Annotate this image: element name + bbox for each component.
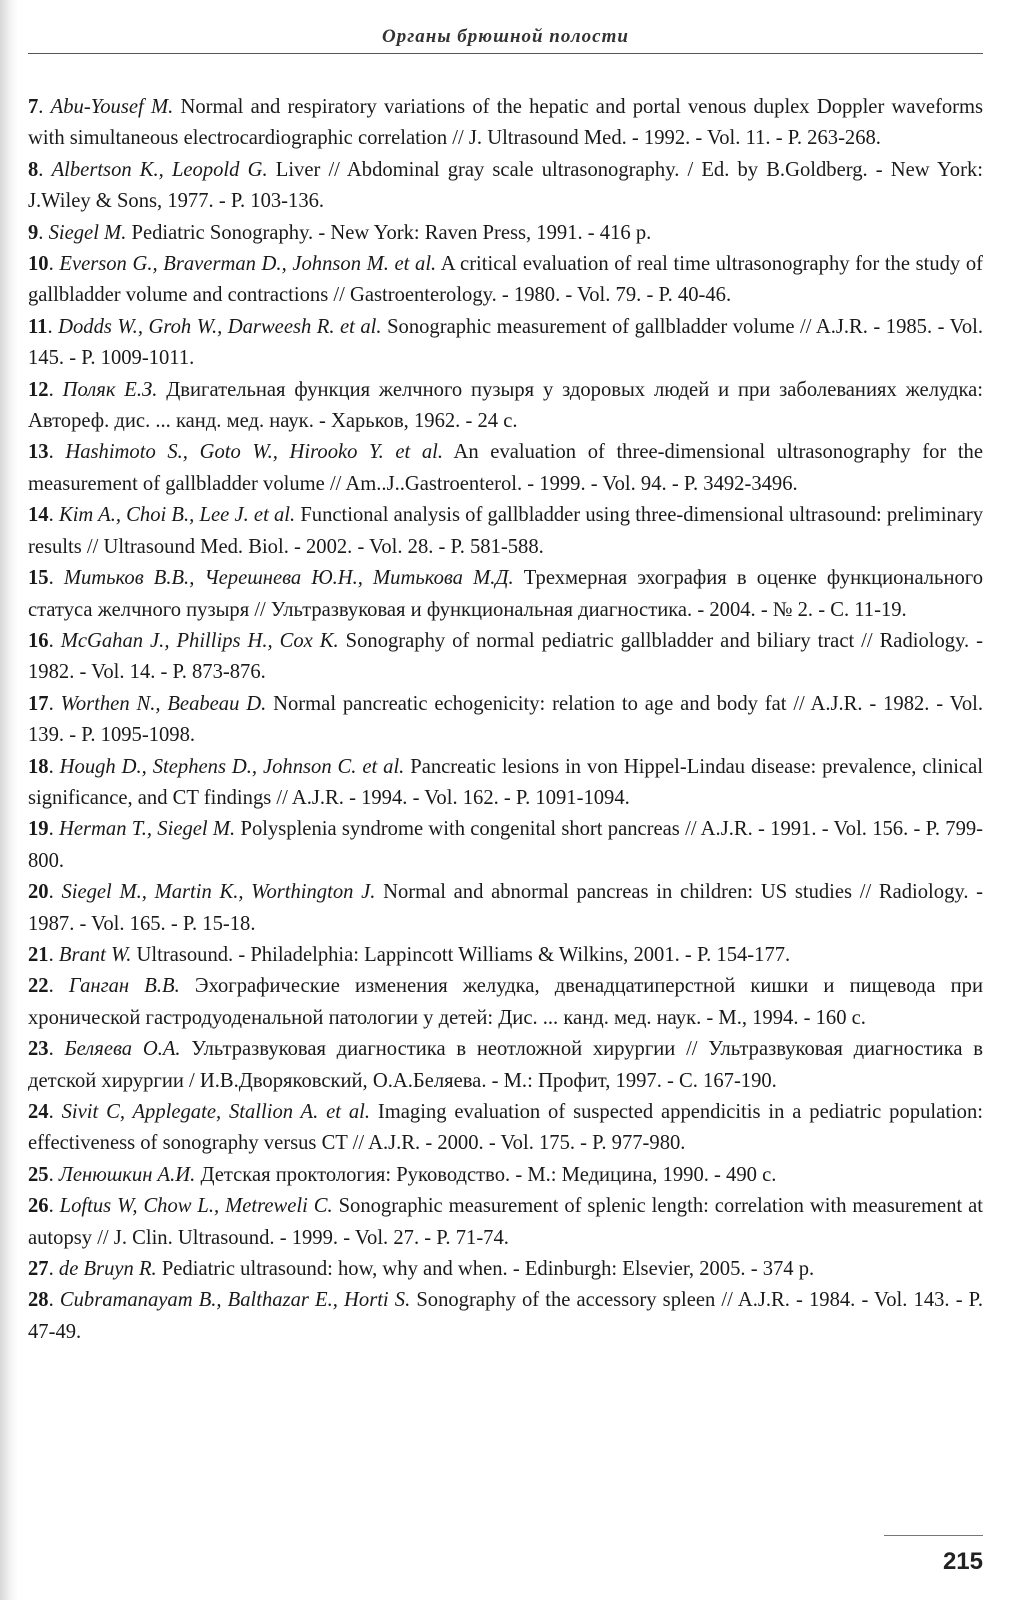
reference-authors: Herman T., Siegel M. xyxy=(59,818,236,841)
reference-number: 26 xyxy=(28,1195,49,1218)
reference-authors: Sivit C, Applegate, Stallion A. et al. xyxy=(61,1101,371,1123)
reference-item: 14. Kim A., Choi B., Lee J. et al. Functional analysis of gallbladder using three-dimensional ultrasound: preliminary results // Ultrasound Med. Biol. - 2002. - Vol. 28. - P. 581-588. xyxy=(28,504,984,558)
page-number: 215 xyxy=(942,1548,983,1575)
reference-number: 7 xyxy=(28,96,39,118)
reference-item: 9. Siegel M. Pediatric Sonography. - New York: Raven Press, 1991. - 416 p. xyxy=(28,221,652,244)
reference-item: 25. Ленюшкин А.И. Детская проктология: Руководство. - М.: Медицина, 1990. - 490 с. xyxy=(28,1163,777,1186)
reference-number: 25 xyxy=(28,1163,49,1186)
reference-number: 19 xyxy=(28,818,49,841)
reference-text: An evaluation of three-dimensional ultrasonography for the measurement of gallbladder volume // Am..J..Gastroenterol. - 1999. - Vol. 94. - P. 3492-3496. xyxy=(28,441,983,495)
reference-number: 22 xyxy=(28,975,49,998)
header-divider xyxy=(28,53,983,54)
reference-number: 9 xyxy=(28,221,39,244)
reference-text: Sonography of the accessory spleen // A.J.R. - 1984. - Vol. 143. - P. 47-49. xyxy=(28,1289,983,1343)
reference-number: 11 xyxy=(28,315,48,338)
reference-text: Pediatric ultrasound: how, why and when. - Edinburgh: Elsevier, 2005. - 374 p. xyxy=(156,1258,815,1281)
reference-list xyxy=(28,92,983,1348)
reference-text: A critical evaluation of real time ultrasonography for the study of gallbladder volume and contractions // Gastroenterology. - 1980. - Vol. 79. - P. 40-46. xyxy=(28,253,984,307)
reference-item: 23. Беляева О.А. Ультразвуковая диагностика в неотложной хирургии // Ультразвуковая диагностика в детской хирургии / И.В.Дворяковский, О.А.Беляева. - М.: Профит, 1997. - С. 167-190. xyxy=(28,1038,984,1092)
reference-text: Functional analysis of gallbladder using three-dimensional ultrasound: preliminary results // Ultrasound Med. Biol. - 2002. - Vol. 28. - P. 581-588. xyxy=(28,504,984,558)
reference-authors: Loftus W, Chow L., Metreweli C. xyxy=(59,1195,333,1218)
reference-item: 22. Ганган В.В. Эхографические изменения желудка, двенадцатиперстной кишки и пищевода при хронической гастродуоденальной патологии у детей: Дис. ... канд. мед. наук. - М., 1994. - 160 с. xyxy=(28,975,984,1029)
reference-authors: Hough D., Stephens D., Johnson C. et al. xyxy=(59,755,405,778)
reference-item: 21. Brant W. Ultrasound. - Philadelphia: Lappincott Williams & Wilkins, 2001. - P. 154-177. xyxy=(28,943,791,966)
reference-text: Pancreatic lesions in von Hippel-Lindau disease: prevalence, clinical significance, and CT findings // A.J.R. - 1994. - Vol. 162. - P. 1091-1094. xyxy=(28,755,983,809)
reference-item: 15. Митьков В.В., Черешнева Ю.Н., Митькова М.Д. Трехмерная эхография в оценке функционального статуса желчного пузыря // Ультразвуковая и функциональная диагностика. - 2004. - № 2. - С. 11-19. xyxy=(28,567,983,621)
reference-number: 14 xyxy=(28,504,49,527)
reference-item: 24. Sivit C, Applegate, Stallion A. et al. Imaging evaluation of suspected appendicitis in a pediatric population: effectiveness of sonography versus CT // A.J.R. - 2000. - Vol. 175. - P. 977-980. xyxy=(28,1101,983,1155)
reference-item: 8. Albertson K., Leopold G. Liver // Abdominal gray scale ultrasonography. / Ed. by B.Goldberg. - New York: J.Wiley & Sons, 1977. - P. 103-136. xyxy=(28,158,983,213)
reference-text: Двигательная функция желчного пузыря у здоровых людей и при заболеваниях желудка: Автореф. дис. ... канд. мед. наук. - Харьков, 1962. - 24 с. xyxy=(28,378,983,433)
reference-text: Ultrasound. - Philadelphia: Lappincott Williams & Wilkins, 2001. - P. 154-177. xyxy=(131,943,791,966)
reference-number: 23 xyxy=(28,1038,49,1061)
reference-authors: Siegel M. xyxy=(48,221,127,244)
reference-number: 28 xyxy=(28,1289,49,1312)
reference-authors: Ганган В.В. xyxy=(68,975,180,998)
reference-item: 11. Dodds W., Groh W., Darweesh R. et al. Sonographic measurement of gallbladder volume // A.J.R. - 1985. - Vol. 145. - P. 1009-1011. xyxy=(28,315,984,370)
reference-item: 16. McGahan J., Phillips H., Cox K. Sonography of normal pediatric gallbladder and biliary tract // Radiology. - 1982. - Vol. 14. - P. 873-876. xyxy=(28,629,984,684)
running-header: Органы брюшной полости xyxy=(382,26,629,47)
reference-item: 20. Siegel M., Martin K., Worthington J. Normal and abnormal pancreas in children: US studies // Radiology. - 1987. - Vol. 165. - P. 15-18. xyxy=(28,881,984,935)
reference-item: 28. Cubramanayam B., Balthazar E., Horti S. Sonography of the accessory spleen // A.J.R. - 1984. - Vol. 143. - P. 47-49. xyxy=(28,1289,983,1343)
reference-text: Normal pancreatic echogenicity: relation to age and body fat // A.J.R. - 1982. - Vol. 139. - P. 1095-1098. xyxy=(28,692,984,747)
reference-authors: Hashimoto S., Goto W., Hirooko Y. et al. xyxy=(65,441,444,464)
reference-number: 20 xyxy=(28,881,49,904)
reference-item: 13. Hashimoto S., Goto W., Hirooko Y. et al. An evaluation of three-dimensional ultrasonography for the measurement of gallbladder volume // Am..J..Gastroenterol. - 1999. - Vol. 94. - P. 3492-3496. xyxy=(28,441,983,495)
reference-number: 18 xyxy=(28,755,49,778)
reference-text: Polysplenia syndrome with congenital short pancreas // A.J.R. - 1991. - Vol. 156. - P. 799-800. xyxy=(28,818,984,872)
reference-item: 27. de Bruyn R. Pediatric ultrasound: how, why and when. - Edinburgh: Elsevier, 2005. - 374 p. xyxy=(28,1258,815,1281)
reference-authors: Siegel M., Martin K., Worthington J. xyxy=(61,881,376,904)
reference-text: Детская проктология: Руководство. - М.: Медицина, 1990. - 490 с. xyxy=(195,1163,777,1186)
reference-authors: Митьков В.В., Черешнева Ю.Н., Митькова М.Д. xyxy=(63,567,514,590)
reference-text: Normal and abnormal pancreas in children: US studies // Radiology. - 1987. - Vol. 165. - P. 15-18. xyxy=(28,881,984,935)
reference-authors: Brant W. xyxy=(58,943,132,966)
reference-number: 17 xyxy=(28,692,49,715)
reference-item: 10. Everson G., Braverman D., Johnson M. et al. A critical evaluation of real time ultrasonography for the study of gallbladder volume and contractions // Gastroenterology. - 1980. - Vol. 79. - P. 40-46. xyxy=(28,253,984,307)
reference-text: Liver // Abdominal gray scale ultrasonography. / Ed. by B.Goldberg. - New York: J.Wiley & Sons, 1977. - P. 103-136. xyxy=(28,158,983,213)
reference-authors: Dodds W., Groh W., Darweesh R. et al. xyxy=(58,315,382,338)
reference-number: 12 xyxy=(28,378,49,401)
reference-number: 8 xyxy=(28,158,39,181)
reference-item: 19. Herman T., Siegel M. Polysplenia syndrome with congenital short pancreas // A.J.R. - 1991. - Vol. 156. - P. 799-800. xyxy=(28,818,984,872)
reference-item: 26. Loftus W, Chow L., Metreweli C. Sonographic measurement of splenic length: correlation with measurement at autopsy // J. Clin. Ultrasound. - 1999. - Vol. 27. - P. 71-74. xyxy=(28,1195,984,1249)
reference-number: 15 xyxy=(28,567,49,590)
reference-text: Imaging evaluation of suspected appendicitis in a pediatric population: effectiveness of sonography versus CT // A.J.R. - 2000. - Vol. 175. - P. 977-980. xyxy=(28,1101,983,1155)
reference-number: 27 xyxy=(28,1258,49,1281)
reference-item: 17. Worthen N., Beabeau D. Normal pancreatic echogenicity: relation to age and body fat // A.J.R. - 1982. - Vol. 139. - P. 1095-1098. xyxy=(28,692,984,747)
reference-number: 24 xyxy=(28,1101,49,1123)
reference-text: Pediatric Sonography. - New York: Raven Press, 1991. - 416 p. xyxy=(126,221,652,244)
reference-text: Трехмерная эхография в оценке функционального статуса желчного пузыря // Ультразвуковая и функциональная диагностика. - 2004. - № 2. - С. 11-19. xyxy=(28,567,983,621)
reference-authors: Беляева О.А. xyxy=(64,1038,181,1061)
reference-number: 16 xyxy=(28,629,49,652)
reference-text: Sonographic measurement of splenic length: correlation with measurement at autopsy // J. Clin. Ultrasound. - 1999. - Vol. 27. - P. 71-74. xyxy=(28,1195,984,1249)
footer-divider xyxy=(884,1535,983,1536)
reference-authors: Cubramanayam B., Balthazar E., Horti S. xyxy=(59,1289,411,1312)
reference-number: 10 xyxy=(28,253,49,276)
reference-authors: Поляк Е.З. xyxy=(62,378,158,401)
reference-authors: Ленюшкин А.И. xyxy=(58,1163,196,1186)
reference-authors: Everson G., Braverman D., Johnson M. et al. xyxy=(59,253,437,276)
reference-text: Sonographic measurement of gallbladder volume // A.J.R. - 1985. - Vol. 145. - P. 1009-1011. xyxy=(28,315,984,370)
reference-authors: Worthen N., Beabeau D. xyxy=(60,692,267,715)
reference-text: Эхографические изменения желудка, двенадцатиперстной кишки и пищевода при хронической гастродуоденальной патологии у детей: Дис. ... канд. мед. наук. - М., 1994. - 160 с. xyxy=(28,975,984,1029)
page-edge-shadow xyxy=(0,0,18,1600)
reference-authors: Albertson K., Leopold G. xyxy=(51,158,268,181)
reference-item: 12. Поляк Е.З. Двигательная функция желчного пузыря у здоровых людей и при заболеваниях желудка: Автореф. дис. ... канд. мед. наук. - Харьков, 1962. - 24 с. xyxy=(28,378,983,433)
reference-item: 7. Abu-Yousef M. Normal and respiratory variations of the hepatic and portal venous duplex Doppler waveforms with simultaneous electrocardiographic correlation // J. Ultrasound Med. - 1992. - Vol. 11. - P. 263-268. xyxy=(28,96,984,150)
reference-authors: Abu-Yousef M. xyxy=(50,96,174,118)
reference-text: Normal and respiratory variations of the hepatic and portal venous duplex Doppler waveforms with simultaneous electrocardiographic correlation // J. Ultrasound Med. - 1992. - Vol. 11. - P. 263-268. xyxy=(28,96,984,150)
reference-number: 21 xyxy=(28,943,49,966)
reference-text: Ультразвуковая диагностика в неотложной хирургии // Ультразвуковая диагностика в детской хирургии / И.В.Дворяковский, О.А.Беляева. - М.: Профит, 1997. - С. 167-190. xyxy=(28,1038,984,1092)
reference-number: 13 xyxy=(28,441,49,464)
reference-item: 18. Hough D., Stephens D., Johnson C. et al. Pancreatic lesions in von Hippel-Lindau disease: prevalence, clinical significance, and CT findings // A.J.R. - 1994. - Vol. 162. - P. 1091-1094. xyxy=(28,755,983,809)
reference-authors: Kim A., Choi B., Lee J. et al. xyxy=(58,504,296,527)
reference-authors: McGahan J., Phillips H., Cox K. xyxy=(60,629,339,652)
reference-authors: de Bruyn R. xyxy=(58,1258,157,1281)
reference-text: Sonography of normal pediatric gallbladder and biliary tract // Radiology. - 1982. - Vol. 14. - P. 873-876. xyxy=(28,629,984,684)
